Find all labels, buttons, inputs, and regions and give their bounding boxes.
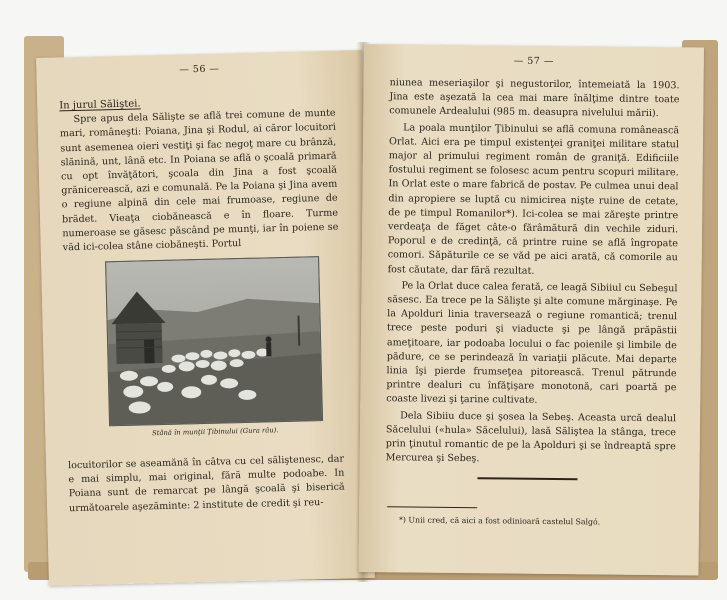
paragraph: Pe la Orlat duce calea ferată, ce leagă Sibiiul cu Sebeşul săsesc. Ea trece pe la Sălişte şi alte comune mărginaşe. Pe la Apolduri linia traversează o regiune romantică; trenul trece peste poduri şi viaducte şi pe lângă prăpăstii ameţitoare, iar podoaba locului o fac poienile şi limbile de pădure, ce se perindează în variaţii plăcute. Mai departe linia îşi pierde frumseţea pitorească. Trenul pătrunde printre dealuri cu înfăţişare monotonă, cari poartă pe coaste livezi şi ţarine cultivate.	[386, 280, 678, 407]
paragraph: Dela Sibiiu duce şi şosea la Sebeş. Aceasta urcă dealul Săcelului («hula» Săcelului), lasă Săliştea la stânga, trece prin ţinutul romantic de pe la Apolduri şi se îndreaptă spre Mercurea şi Sebeş.	[385, 410, 677, 465]
page-number: — 57 —	[513, 55, 554, 67]
left-text-bottom	[68, 453, 345, 517]
left-text-top	[59, 93, 339, 256]
photo-caption: Stână în munţii Ţibinului (Gura râu).	[151, 426, 279, 438]
paragraph: Spre apus dela Sălişte se află trei comune de munte mari, româneşti: Poiana, Jina şi Rodul, ai căror locuitori sunt asemenea oieri vestiţi şi fac negoţ mare cu brânză, slănină, unt, lână etc. In Poiana se află o şcoală primară cu opt învăţători, şcoala din Jina a fost şcoală grănicerească, azi e comunală. Pe la Poiana şi Jina avem o regiune alpină din cele mai frumoase, regiune de brădet. Vieaţa ciobănească e în floare. Turme numeroase se găsesc păscând pe munţi, iar în poiene se văd ici-colea stâne ciobăneşti. Portul	[59, 107, 339, 254]
right-page	[358, 44, 704, 576]
footnote: *) Unii cred, că aici a fost odinioară castelul Salgó.	[398, 515, 601, 527]
paragraph: niunea meseriaşilor şi negustorilor, întemeiată la 1903. Jina este aşezată la cea mai mare înălţime dintre toate comunele Ardealului (985 m. deasupra nivelului mării).	[389, 77, 680, 120]
left-page	[36, 50, 375, 586]
open-book	[18, 22, 718, 582]
page-number: — 56 —	[179, 63, 220, 76]
sheep-photo	[105, 256, 323, 426]
sheep-photo-image	[106, 257, 322, 425]
paragraph: locuitorilor se aseamănă în câtva cu cel săliştenesc, dar e mai simplu, mai original, fără multe podoabe. In Poiana sunt de remarcat pe lângă şcoală şi biserică următoarele aşezăminte: 2 institute de credit şi reu-	[67, 453, 345, 514]
footnote-separator	[387, 506, 477, 508]
paragraph: La poala munţilor Ţibinului se află comuna românească Orlat. Aici era pe timpul existenţei graniţei militare statul major al primului regiment român de graniţă. Edificiile fostului regiment se folosesc acum pentru scopuri militare. In Orlat este o mare fabrică de postav. Pe culmea unui deal din apropiere se luptă cu nimicirea nişte ruine de cetate, de pe timpul Romanilor*). Ici-colea se mai zăreşte printre verdeaţa de făget câte-o fărâmătură din vechile ziduri. Poporul e de credinţă, că printre ruine se află îngropate comori. Săpăturile ce se văd pe aici arată, că comorile au fost căutate, dar fără rezultat.	[387, 122, 680, 277]
section-heading: In jurul Săliştei.	[59, 98, 141, 112]
right-text	[386, 76, 680, 468]
section-divider	[477, 477, 577, 480]
